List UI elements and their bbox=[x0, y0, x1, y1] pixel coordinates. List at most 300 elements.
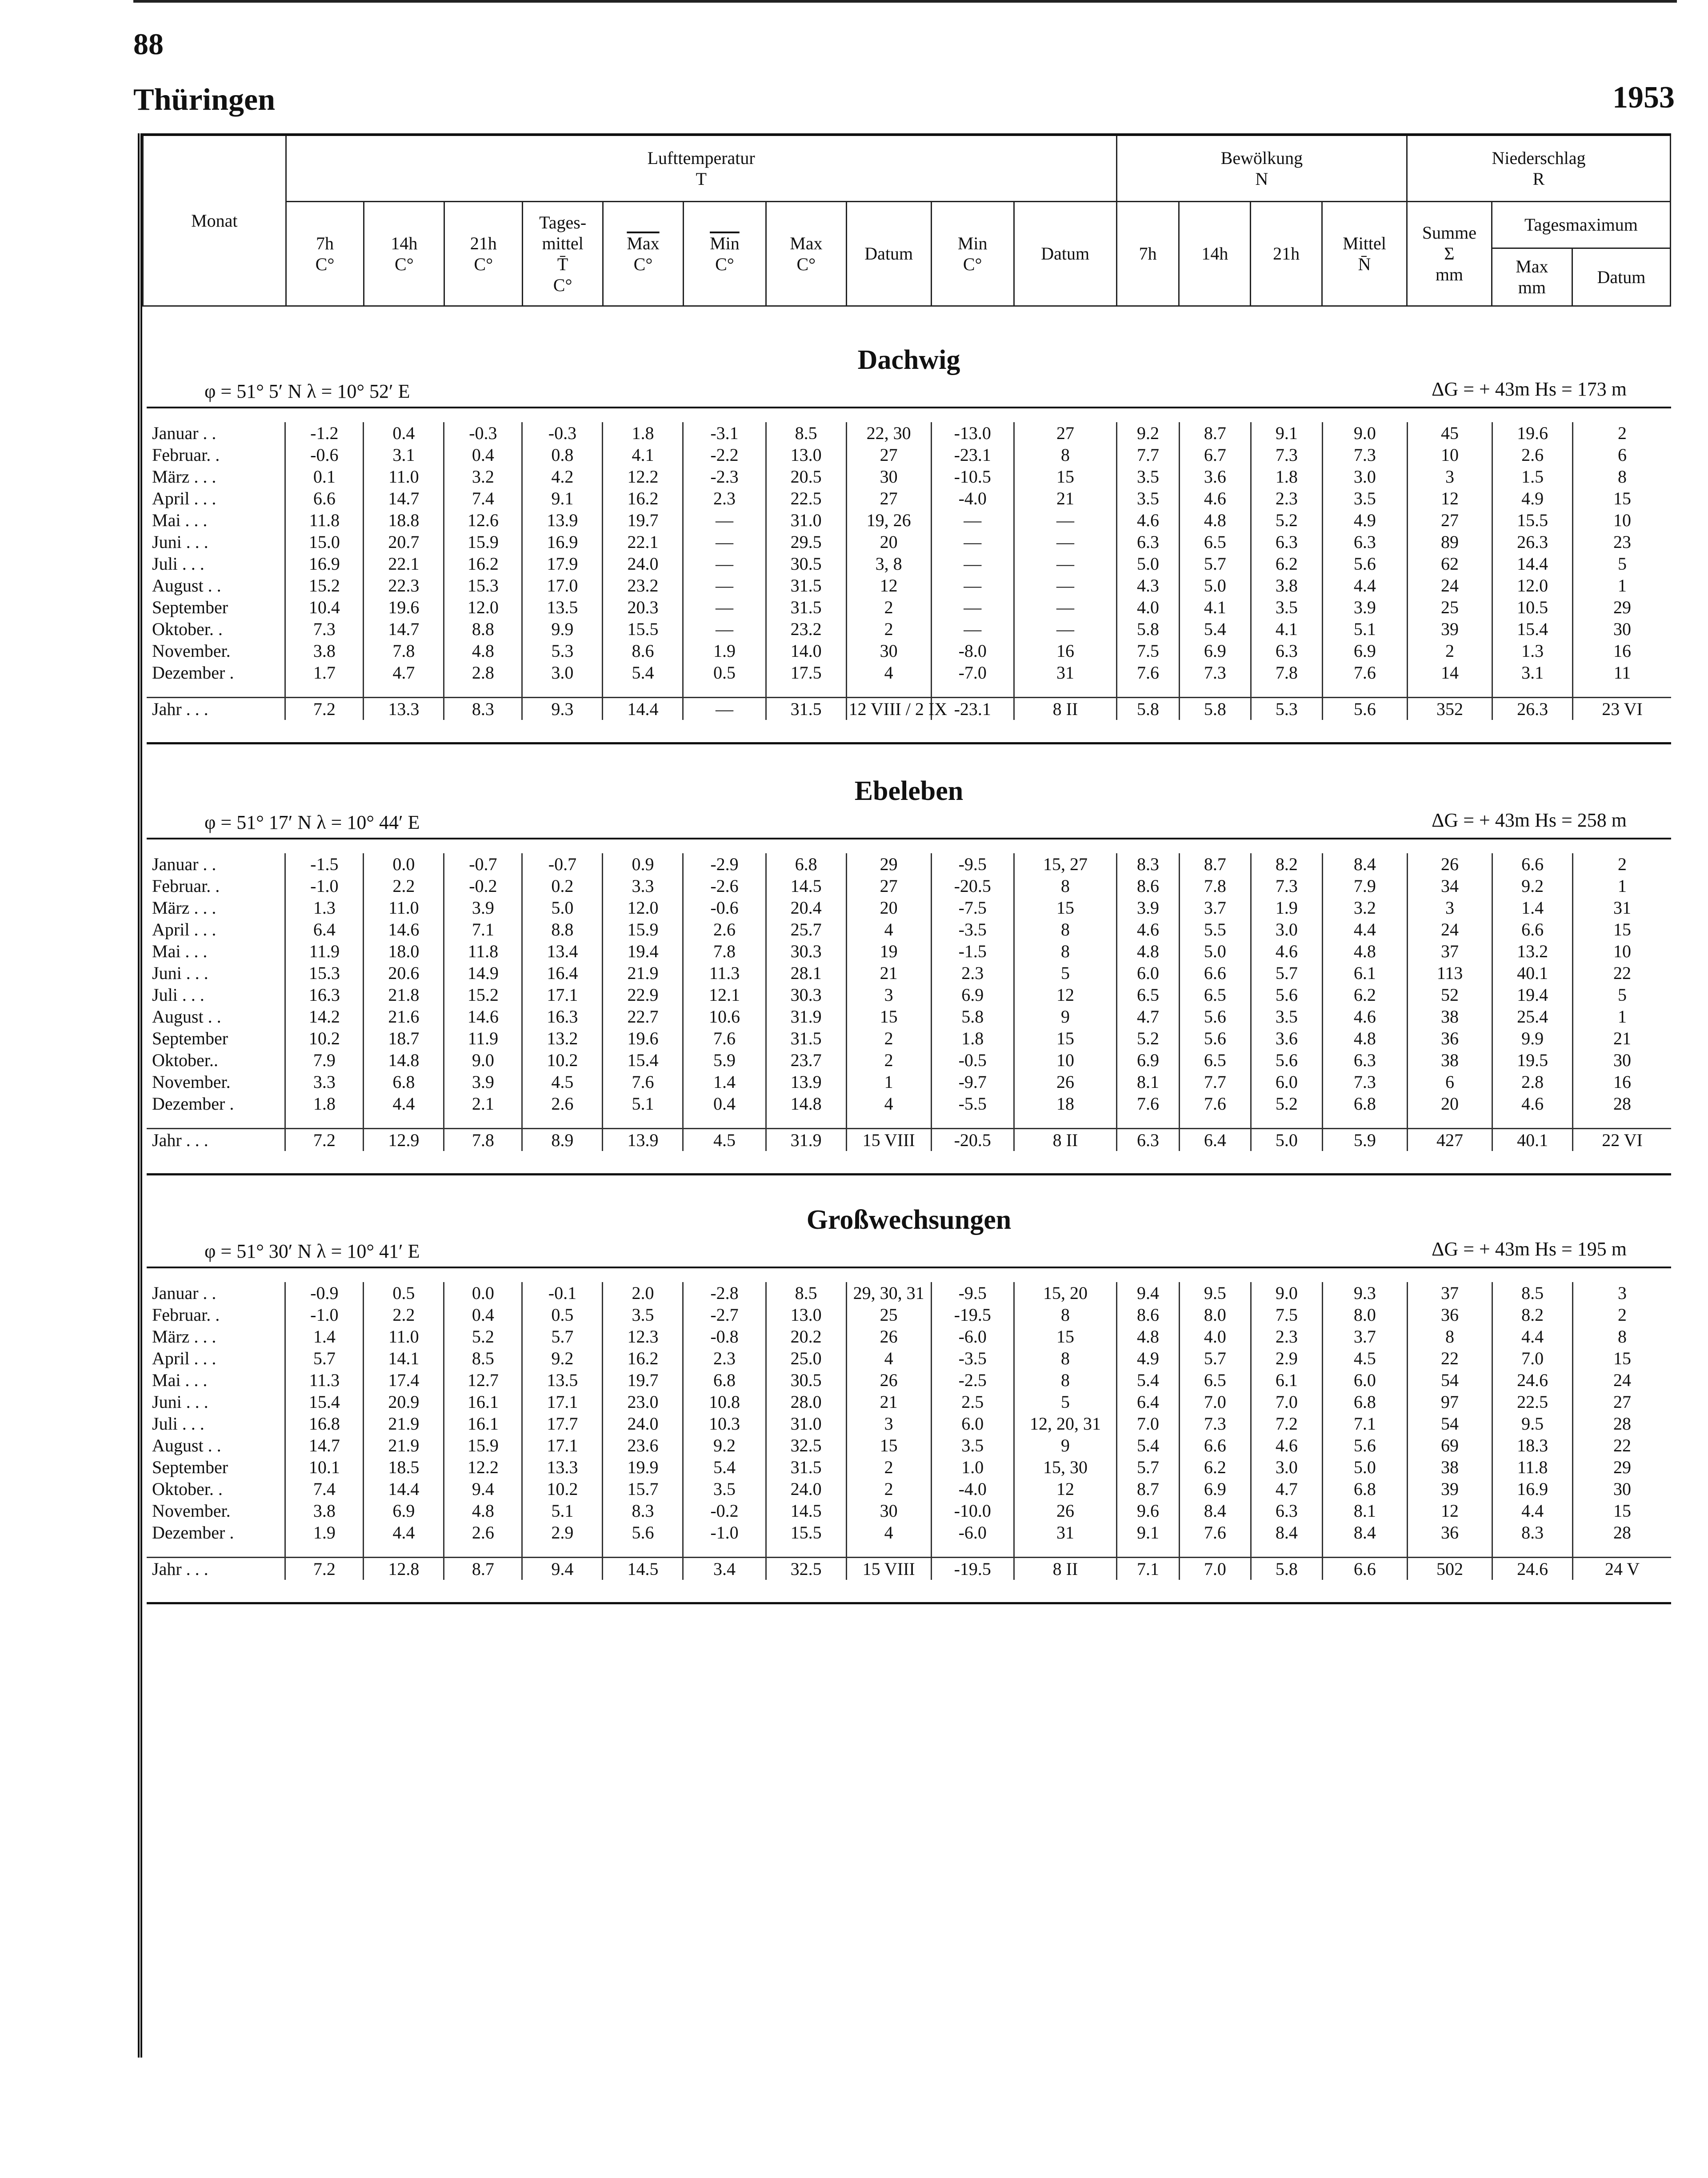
station-altitude: ΔG = + 43m Hs = 195 m bbox=[1432, 1238, 1627, 1260]
month-row bbox=[147, 919, 1671, 940]
cell-min-mean: 10.6 bbox=[683, 1006, 766, 1027]
cell-monat: November. bbox=[152, 1501, 231, 1521]
cell-tagesmittel: 2.6 bbox=[522, 1093, 603, 1115]
cell-min-datum: 8 II bbox=[1014, 698, 1116, 720]
cell-n-mittel: 6.0 bbox=[1322, 1369, 1407, 1391]
cell-t21: 9.0 bbox=[444, 1049, 522, 1071]
cell-n7: 7.6 bbox=[1117, 662, 1180, 683]
spacer-cell bbox=[147, 683, 285, 698]
cell-t21: -0.7 bbox=[444, 853, 522, 875]
cell-n-mittel: 4.6 bbox=[1322, 1006, 1407, 1027]
cell-max-mean: 19.6 bbox=[603, 1027, 683, 1049]
station-coordinates: φ = 51° 5′ N λ = 10° 52′ E bbox=[204, 380, 410, 402]
cell-min: -3.5 bbox=[931, 919, 1014, 940]
cell-t21: 8.7 bbox=[444, 1558, 522, 1580]
cell-monat: Mai . . . bbox=[152, 1370, 208, 1390]
cell-tagesmittel: 9.2 bbox=[522, 1347, 603, 1369]
cell-tagesmittel: 0.5 bbox=[522, 1304, 603, 1326]
cell-n21: 2.3 bbox=[1251, 488, 1322, 509]
cell-max-mean: 3.5 bbox=[603, 1304, 683, 1326]
spacer-cell bbox=[1492, 1543, 1573, 1558]
cell-min-datum: — bbox=[1014, 575, 1116, 596]
cell-r-datum: 22 VI bbox=[1573, 1129, 1671, 1151]
cell-max: 30.5 bbox=[766, 1369, 846, 1391]
month-row bbox=[147, 1071, 1671, 1093]
month-row bbox=[147, 640, 1671, 662]
cell-n21: 7.3 bbox=[1251, 875, 1322, 897]
cell-r-tagesmax: 15.4 bbox=[1492, 618, 1573, 640]
cell-n7: 4.3 bbox=[1117, 575, 1180, 596]
cell-max-datum: 30 bbox=[846, 640, 931, 662]
cell-t7: 16.8 bbox=[285, 1413, 364, 1435]
spacer-cell bbox=[444, 1115, 522, 1129]
cell-tagesmittel: 5.0 bbox=[522, 897, 603, 919]
cell-n-mittel: 5.0 bbox=[1322, 1456, 1407, 1478]
frame-left-rule bbox=[138, 133, 142, 2058]
station-altitude: ΔG = + 43m Hs = 258 m bbox=[1432, 809, 1627, 831]
cell-min-mean: 9.2 bbox=[683, 1435, 766, 1456]
cell-n-mittel: 4.4 bbox=[1322, 575, 1407, 596]
cell-min-mean: 5.9 bbox=[683, 1049, 766, 1071]
cell-n-mittel: 3.9 bbox=[1322, 596, 1407, 618]
cell-max-datum: 15 bbox=[846, 1435, 931, 1456]
cell-r-summe: 12 bbox=[1407, 1500, 1492, 1522]
spacer-cell bbox=[147, 1543, 285, 1558]
cell-tagesmittel: 16.4 bbox=[522, 962, 603, 984]
cell-t7: 1.9 bbox=[285, 1522, 364, 1543]
cell-min-mean: -1.0 bbox=[683, 1522, 766, 1543]
cell-t14: 4.4 bbox=[364, 1093, 444, 1115]
cell-min-mean: 5.4 bbox=[683, 1456, 766, 1478]
cell-t21: 5.2 bbox=[444, 1326, 522, 1347]
cell-n21: 5.3 bbox=[1251, 698, 1322, 720]
cell-max: 15.5 bbox=[766, 1522, 846, 1543]
cell-max-datum: 29, 30, 31 bbox=[846, 1282, 931, 1304]
cell-min-mean: — bbox=[683, 698, 766, 720]
cell-r-summe: 36 bbox=[1407, 1027, 1492, 1049]
cell-r-datum: 1 bbox=[1573, 575, 1671, 596]
cell-r-summe: 36 bbox=[1407, 1304, 1492, 1326]
cell-monat: Januar . . bbox=[152, 1283, 216, 1303]
cell-r-tagesmax: 10.5 bbox=[1492, 596, 1573, 618]
cell-max-mean: 21.9 bbox=[603, 962, 683, 984]
cell-r-summe: 38 bbox=[1407, 1006, 1492, 1027]
month-row bbox=[147, 853, 1671, 875]
cell-n14: 5.6 bbox=[1179, 1027, 1251, 1049]
station-coordinates: φ = 51° 17′ N λ = 10° 44′ E bbox=[204, 811, 420, 833]
cell-max-datum: 26 bbox=[846, 1326, 931, 1347]
cell-r-datum: 15 bbox=[1573, 1347, 1671, 1369]
cell-max: 14.5 bbox=[766, 875, 846, 897]
cell-t21: 3.2 bbox=[444, 466, 522, 488]
cell-n14: 4.1 bbox=[1179, 596, 1251, 618]
cell-t21: 16.1 bbox=[444, 1391, 522, 1413]
cell-min: — bbox=[931, 575, 1014, 596]
cell-n14: 7.7 bbox=[1179, 1071, 1251, 1093]
month-row bbox=[147, 1391, 1671, 1413]
cell-r-datum: 15 bbox=[1573, 1500, 1671, 1522]
cell-n21: 4.7 bbox=[1251, 1478, 1322, 1500]
cell-min: 6.0 bbox=[931, 1413, 1014, 1435]
cell-min-mean: -2.7 bbox=[683, 1304, 766, 1326]
cell-r-summe: 2 bbox=[1407, 640, 1492, 662]
cell-t14: 11.0 bbox=[364, 1326, 444, 1347]
cell-r-datum: 22 bbox=[1573, 1435, 1671, 1456]
cell-r-tagesmax: 16.9 bbox=[1492, 1478, 1573, 1500]
cell-min-mean: -0.6 bbox=[683, 897, 766, 919]
cell-r-summe: 24 bbox=[1407, 575, 1492, 596]
header-lufttemperatur-label: Lufttemperatur bbox=[647, 148, 755, 168]
cell-monat: Jahr . . . bbox=[147, 698, 285, 720]
cell-t14: 0.5 bbox=[364, 1282, 444, 1304]
cell-min-datum: 5 bbox=[1014, 1391, 1116, 1413]
annual-row bbox=[147, 698, 1671, 720]
cell-max: 23.7 bbox=[766, 1049, 846, 1071]
cell-r-summe: 25 bbox=[1407, 596, 1492, 618]
cell-max-datum: 2 bbox=[846, 1049, 931, 1071]
cell-tagesmittel: 13.4 bbox=[522, 940, 603, 962]
cell-n-mittel: 7.9 bbox=[1322, 875, 1407, 897]
cell-r-tagesmax: 2.6 bbox=[1492, 444, 1573, 466]
cell-r-tagesmax: 24.6 bbox=[1492, 1558, 1573, 1580]
cell-r-summe: 8 bbox=[1407, 1326, 1492, 1347]
month-row bbox=[147, 1456, 1671, 1478]
header-t7-label: 7h bbox=[316, 233, 334, 253]
cell-max: 31.5 bbox=[766, 698, 846, 720]
cell-min-datum: 5 bbox=[1014, 962, 1116, 984]
month-row bbox=[147, 1093, 1671, 1115]
cell-n-mittel: 4.8 bbox=[1322, 1027, 1407, 1049]
cell-r-summe: 10 bbox=[1407, 444, 1492, 466]
cell-max-datum: 26 bbox=[846, 1369, 931, 1391]
cell-min: -8.0 bbox=[931, 640, 1014, 662]
cell-n-mittel: 9.3 bbox=[1322, 1282, 1407, 1304]
cell-r-tagesmax: 2.8 bbox=[1492, 1071, 1573, 1093]
cell-max-datum: 27 bbox=[846, 444, 931, 466]
cell-t7: 5.7 bbox=[285, 1347, 364, 1369]
header-mittel-label: Mittel bbox=[1343, 233, 1386, 253]
header-tm-datum: Datum bbox=[1572, 248, 1670, 306]
spacer-cell bbox=[931, 683, 1014, 698]
cell-n21: 4.6 bbox=[1251, 1435, 1322, 1456]
header-tagesmittel bbox=[523, 201, 603, 306]
cell-n21: 6.2 bbox=[1251, 553, 1322, 575]
cell-monat: Oktober.. bbox=[152, 1050, 218, 1070]
cell-n14: 5.5 bbox=[1179, 919, 1251, 940]
spacer-cell bbox=[931, 1543, 1014, 1558]
cell-tagesmittel: 10.2 bbox=[522, 1049, 603, 1071]
month-row bbox=[147, 962, 1671, 984]
cell-n-mittel: 7.3 bbox=[1322, 444, 1407, 466]
cell-max-datum: 19, 26 bbox=[846, 509, 931, 531]
cell-tagesmittel: 9.3 bbox=[522, 698, 603, 720]
cell-t21: 7.1 bbox=[444, 919, 522, 940]
cell-max: 31.5 bbox=[766, 575, 846, 596]
cell-max: 25.7 bbox=[766, 919, 846, 940]
cell-r-summe: 22 bbox=[1407, 1347, 1492, 1369]
cell-n7: 7.5 bbox=[1117, 640, 1180, 662]
cell-n7: 5.4 bbox=[1117, 1369, 1180, 1391]
header-min-bar-unit: C° bbox=[715, 254, 734, 274]
cell-monat: Juli . . . bbox=[152, 1414, 204, 1434]
cell-r-datum: 21 bbox=[1573, 1027, 1671, 1049]
cell-r-tagesmax: 7.0 bbox=[1492, 1347, 1573, 1369]
cell-tagesmittel: 0.8 bbox=[522, 444, 603, 466]
cell-max-mean: 22.1 bbox=[603, 531, 683, 553]
cell-n21: 7.0 bbox=[1251, 1391, 1322, 1413]
cell-max-datum: 15 VIII bbox=[846, 1129, 931, 1151]
station-coordinates: φ = 51° 30′ N λ = 10° 41′ E bbox=[204, 1240, 420, 1262]
header-lufttemperatur bbox=[286, 135, 1116, 201]
cell-r-summe: 113 bbox=[1407, 962, 1492, 984]
cell-max-mean: 7.6 bbox=[603, 1071, 683, 1093]
cell-r-summe: 38 bbox=[1407, 1049, 1492, 1071]
cell-min-mean: 2.6 bbox=[683, 919, 766, 940]
cell-r-datum: 8 bbox=[1573, 466, 1671, 488]
cell-n-mittel: 9.0 bbox=[1322, 422, 1407, 444]
cell-r-tagesmax: 14.4 bbox=[1492, 553, 1573, 575]
cell-r-datum: 30 bbox=[1573, 1478, 1671, 1500]
cell-r-tagesmax: 40.1 bbox=[1492, 962, 1573, 984]
cell-tagesmittel: 10.2 bbox=[522, 1478, 603, 1500]
cell-t21: -0.3 bbox=[444, 422, 522, 444]
month-row bbox=[147, 553, 1671, 575]
cell-min: 3.5 bbox=[931, 1435, 1014, 1456]
cell-max-mean: 13.9 bbox=[603, 1129, 683, 1151]
cell-monat: August . . bbox=[152, 1007, 221, 1027]
month-row bbox=[147, 1369, 1671, 1391]
cell-r-tagesmax: 8.5 bbox=[1492, 1282, 1573, 1304]
cell-max: 20.5 bbox=[766, 466, 846, 488]
cell-t21: 12.0 bbox=[444, 596, 522, 618]
cell-min: 1.8 bbox=[931, 1027, 1014, 1049]
cell-n7: 7.1 bbox=[1117, 1558, 1180, 1580]
cell-r-tagesmax: 6.6 bbox=[1492, 919, 1573, 940]
cell-tagesmittel: -0.3 bbox=[522, 422, 603, 444]
spacer-cell bbox=[1117, 1115, 1180, 1129]
month-row bbox=[147, 466, 1671, 488]
cell-min-mean: -2.9 bbox=[683, 853, 766, 875]
cell-r-summe: 45 bbox=[1407, 422, 1492, 444]
station-bottom-rule bbox=[147, 1602, 1671, 1604]
cell-monat: Juni . . . bbox=[152, 963, 208, 983]
cell-n-mittel: 6.8 bbox=[1322, 1093, 1407, 1115]
spacer-cell bbox=[766, 683, 846, 698]
cell-r-tagesmax: 4.9 bbox=[1492, 488, 1573, 509]
cell-min-datum: 8 II bbox=[1014, 1129, 1116, 1151]
cell-r-summe: 427 bbox=[1407, 1129, 1492, 1151]
cell-min-mean: 2.3 bbox=[683, 1347, 766, 1369]
cell-monat: März . . . bbox=[152, 467, 216, 487]
header-min bbox=[931, 201, 1014, 306]
spacer-cell bbox=[1492, 683, 1573, 698]
cell-n14: 7.0 bbox=[1179, 1558, 1251, 1580]
cell-r-summe: 62 bbox=[1407, 553, 1492, 575]
cell-min-mean: — bbox=[683, 509, 766, 531]
cell-max: 29.5 bbox=[766, 531, 846, 553]
cell-n-mittel: 6.6 bbox=[1322, 1558, 1407, 1580]
cell-n7: 5.0 bbox=[1117, 553, 1180, 575]
spacer-cell bbox=[285, 683, 364, 698]
cell-t14: 7.8 bbox=[364, 640, 444, 662]
cell-min: -7.5 bbox=[931, 897, 1014, 919]
cell-n21: 3.6 bbox=[1251, 1027, 1322, 1049]
cell-r-tagesmax: 4.4 bbox=[1492, 1326, 1573, 1347]
cell-min: -4.0 bbox=[931, 488, 1014, 509]
cell-r-summe: 36 bbox=[1407, 1522, 1492, 1543]
cell-r-summe: 54 bbox=[1407, 1413, 1492, 1435]
cell-min: -7.0 bbox=[931, 662, 1014, 683]
cell-r-datum: 2 bbox=[1573, 1304, 1671, 1326]
spacer-cell bbox=[766, 1115, 846, 1129]
cell-min: -4.0 bbox=[931, 1478, 1014, 1500]
cell-min: -9.5 bbox=[931, 1282, 1014, 1304]
cell-r-summe: 14 bbox=[1407, 662, 1492, 683]
cell-min-mean: -2.3 bbox=[683, 466, 766, 488]
cell-t7: 7.2 bbox=[285, 1558, 364, 1580]
cell-r-datum: 10 bbox=[1573, 940, 1671, 962]
header-min-unit: C° bbox=[963, 254, 982, 274]
cell-max-datum: 2 bbox=[846, 1456, 931, 1478]
cell-n-mittel: 3.0 bbox=[1322, 466, 1407, 488]
cell-n-mittel: 6.8 bbox=[1322, 1478, 1407, 1500]
cell-t21: 11.8 bbox=[444, 940, 522, 962]
spacer-cell bbox=[603, 1115, 683, 1129]
cell-t14: 4.7 bbox=[364, 662, 444, 683]
cell-tagesmittel: 17.0 bbox=[522, 575, 603, 596]
cell-n7: 9.2 bbox=[1117, 422, 1180, 444]
station-altitude: ΔG = + 43m Hs = 173 m bbox=[1432, 378, 1627, 400]
cell-r-datum: 30 bbox=[1573, 618, 1671, 640]
cell-max-datum: 4 bbox=[846, 1093, 931, 1115]
cell-r-tagesmax: 8.2 bbox=[1492, 1304, 1573, 1326]
cell-max-mean: 14.5 bbox=[603, 1558, 683, 1580]
cell-t7: 1.8 bbox=[285, 1093, 364, 1115]
cell-max-mean: 3.3 bbox=[603, 875, 683, 897]
cell-r-datum: 28 bbox=[1573, 1522, 1671, 1543]
cell-max: 31.5 bbox=[766, 596, 846, 618]
cell-r-tagesmax: 18.3 bbox=[1492, 1435, 1573, 1456]
cell-monat: November. bbox=[152, 641, 231, 661]
cell-t21: 12.2 bbox=[444, 1456, 522, 1478]
header-summe-label: Summe bbox=[1422, 223, 1477, 243]
cell-max: 31.0 bbox=[766, 1413, 846, 1435]
cell-monat: Oktober. . bbox=[152, 1479, 223, 1499]
cell-t14: 21.9 bbox=[364, 1413, 444, 1435]
cell-min-mean: -2.2 bbox=[683, 444, 766, 466]
cell-min-mean: 3.4 bbox=[683, 1558, 766, 1580]
cell-r-datum: 15 bbox=[1573, 488, 1671, 509]
cell-min-mean: 1.9 bbox=[683, 640, 766, 662]
cell-r-datum: 8 bbox=[1573, 1326, 1671, 1347]
spacer-row bbox=[147, 1115, 1671, 1129]
station-rule bbox=[147, 407, 1671, 408]
cell-min: -5.5 bbox=[931, 1093, 1014, 1115]
cell-r-tagesmax: 25.4 bbox=[1492, 1006, 1573, 1027]
cell-n21: 7.5 bbox=[1251, 1304, 1322, 1326]
cell-max: 8.5 bbox=[766, 422, 846, 444]
cell-min-datum: 8 bbox=[1014, 1347, 1116, 1369]
spacer-cell bbox=[522, 683, 603, 698]
cell-t7: 3.8 bbox=[285, 640, 364, 662]
cell-t21: 7.4 bbox=[444, 488, 522, 509]
cell-max-datum: 15 bbox=[846, 1006, 931, 1027]
cell-n7: 8.3 bbox=[1117, 853, 1180, 875]
cell-min-datum: 12, 20, 31 bbox=[1014, 1413, 1116, 1435]
cell-monat: Februar. . bbox=[152, 876, 220, 896]
cell-max: 20.4 bbox=[766, 897, 846, 919]
cell-n7: 6.4 bbox=[1117, 1391, 1180, 1413]
cell-t21: 2.6 bbox=[444, 1522, 522, 1543]
header-t14-unit: C° bbox=[395, 254, 414, 274]
cell-r-summe: 502 bbox=[1407, 1558, 1492, 1580]
cell-t7: 3.3 bbox=[285, 1071, 364, 1093]
cell-t7: -1.2 bbox=[285, 422, 364, 444]
cell-n14: 6.2 bbox=[1179, 1456, 1251, 1478]
spacer-cell bbox=[522, 1543, 603, 1558]
cell-monat: Juli . . . bbox=[152, 554, 204, 574]
cell-t14: 0.4 bbox=[364, 422, 444, 444]
cell-t7: -1.5 bbox=[285, 853, 364, 875]
cell-n7: 4.6 bbox=[1117, 509, 1180, 531]
header-t7 bbox=[286, 201, 364, 306]
cell-n-mittel: 5.6 bbox=[1322, 553, 1407, 575]
cell-min-datum: 15, 20 bbox=[1014, 1282, 1116, 1304]
cell-r-tagesmax: 11.8 bbox=[1492, 1456, 1573, 1478]
spacer-cell bbox=[1407, 1543, 1492, 1558]
cell-min: -10.0 bbox=[931, 1500, 1014, 1522]
station-data-table bbox=[147, 853, 1671, 1151]
spacer-cell bbox=[846, 1543, 931, 1558]
cell-t21: 8.3 bbox=[444, 698, 522, 720]
cell-monat: November. bbox=[152, 1072, 231, 1092]
cell-r-datum: 5 bbox=[1573, 553, 1671, 575]
header-summe-unit: mm bbox=[1435, 264, 1464, 284]
cell-monat: September bbox=[152, 1457, 228, 1477]
cell-max: 32.5 bbox=[766, 1435, 846, 1456]
spacer-cell bbox=[683, 1543, 766, 1558]
cell-n7: 8.6 bbox=[1117, 1304, 1180, 1326]
header-t7-unit: C° bbox=[315, 254, 335, 274]
header-n21: 21h bbox=[1251, 201, 1322, 306]
cell-max-mean: 5.4 bbox=[603, 662, 683, 683]
cell-r-tagesmax: 4.4 bbox=[1492, 1500, 1573, 1522]
cell-t7: 7.2 bbox=[285, 698, 364, 720]
cell-monat: Juli . . . bbox=[152, 985, 204, 1005]
spacer-cell bbox=[1322, 1543, 1407, 1558]
cell-t14: 20.6 bbox=[364, 962, 444, 984]
cell-t21: 16.1 bbox=[444, 1413, 522, 1435]
cell-n21: 1.9 bbox=[1251, 897, 1322, 919]
cell-t7: 14.2 bbox=[285, 1006, 364, 1027]
cell-n14: 8.0 bbox=[1179, 1304, 1251, 1326]
cell-max-mean: 22.7 bbox=[603, 1006, 683, 1027]
cell-tagesmittel: 0.2 bbox=[522, 875, 603, 897]
cell-t7: 15.3 bbox=[285, 962, 364, 984]
header-min-bar-label: $\overline{Min}$ bbox=[710, 233, 740, 253]
cell-min: -6.0 bbox=[931, 1522, 1014, 1543]
cell-tagesmittel: 4.5 bbox=[522, 1071, 603, 1093]
cell-r-datum: 28 bbox=[1573, 1093, 1671, 1115]
cell-n14: 4.8 bbox=[1179, 509, 1251, 531]
cell-t14: 20.9 bbox=[364, 1391, 444, 1413]
cell-r-tagesmax: 15.5 bbox=[1492, 509, 1573, 531]
cell-max-mean: 19.7 bbox=[603, 1369, 683, 1391]
station-data-table bbox=[147, 422, 1671, 720]
cell-min-mean: 4.5 bbox=[683, 1129, 766, 1151]
cell-tagesmittel: 5.3 bbox=[522, 640, 603, 662]
spacer-cell bbox=[444, 683, 522, 698]
